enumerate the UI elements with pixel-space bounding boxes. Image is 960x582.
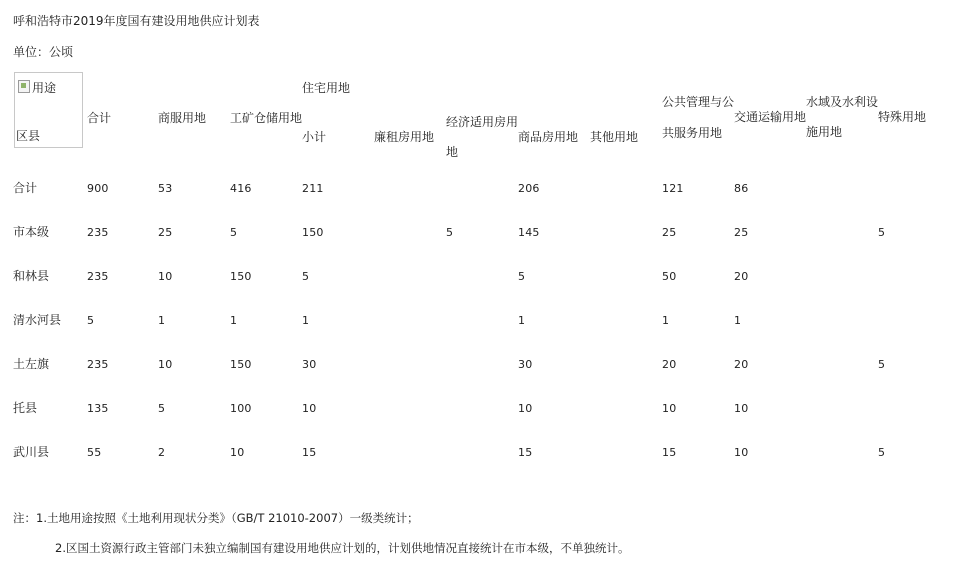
cell-special: 5 [878, 226, 886, 239]
cell-special: 5 [878, 358, 886, 371]
cell-commercial-housing: 206 [518, 182, 540, 195]
cell-residential-subtotal: 30 [302, 358, 317, 371]
cell-commercial: 10 [158, 270, 173, 283]
cell-commercial: 10 [158, 358, 173, 371]
header-residential: 住宅用地 [302, 81, 351, 95]
cell-commercial-housing: 145 [518, 226, 540, 239]
row-region: 合计 [13, 181, 38, 195]
header-industrial: 工矿仓储用地 [230, 111, 303, 125]
cell-commercial-housing: 30 [518, 358, 533, 371]
header-public-line1: 公共管理与公 [662, 95, 735, 109]
footnote-1: 注：1.土地用途按照《土地利用现状分类》（GB/T 21010-2007）一级类统计； [13, 511, 419, 525]
cell-industrial: 100 [230, 402, 252, 415]
cell-residential-subtotal: 5 [302, 270, 310, 283]
header-residential-subtotal: 小计 [302, 130, 327, 144]
cell-residential-subtotal: 211 [302, 182, 324, 195]
cell-residential-subtotal: 150 [302, 226, 324, 239]
cell-affordable: 5 [446, 226, 454, 239]
cell-public: 1 [662, 314, 670, 327]
cell-industrial: 150 [230, 358, 252, 371]
page-title: 呼和浩特市2019年度国有建设用地供应计划表 [13, 14, 260, 28]
cell-public: 121 [662, 182, 684, 195]
row-region: 托县 [13, 401, 38, 415]
cell-transport: 20 [734, 270, 749, 283]
cell-residential-subtotal: 1 [302, 314, 310, 327]
cell-commercial: 25 [158, 226, 173, 239]
cell-residential-subtotal: 15 [302, 446, 317, 459]
cell-transport: 10 [734, 402, 749, 415]
cell-total: 235 [87, 226, 109, 239]
header-affordable-line2: 地 [446, 145, 459, 159]
cell-transport: 86 [734, 182, 749, 195]
cell-transport: 10 [734, 446, 749, 459]
cell-transport: 25 [734, 226, 749, 239]
cell-industrial: 1 [230, 314, 238, 327]
header-total: 合计 [87, 111, 112, 125]
cell-commercial-housing: 5 [518, 270, 526, 283]
cell-transport: 1 [734, 314, 742, 327]
cell-commercial: 5 [158, 402, 166, 415]
header-region: 区县 [16, 129, 41, 143]
cell-industrial: 150 [230, 270, 252, 283]
row-region: 土左旗 [13, 357, 50, 371]
cell-special: 5 [878, 446, 886, 459]
footnote-2: 2.区国土资源行政主管部门未独立编制国有建设用地供应计划的，计划供地情况直接统计在市本级，不单独统计。 [55, 541, 630, 555]
header-diagonal-image [14, 72, 83, 148]
header-other: 其他用地 [590, 130, 639, 144]
header-special: 特殊用地 [878, 110, 927, 124]
cell-industrial: 416 [230, 182, 252, 195]
header-commercial-housing: 商品房用地 [518, 130, 579, 144]
header-commercial: 商服用地 [158, 111, 207, 125]
cell-total: 5 [87, 314, 95, 327]
cell-commercial: 2 [158, 446, 166, 459]
cell-commercial-housing: 1 [518, 314, 526, 327]
cell-commercial-housing: 10 [518, 402, 533, 415]
cell-residential-subtotal: 10 [302, 402, 317, 415]
cell-total: 235 [87, 358, 109, 371]
cell-commercial: 1 [158, 314, 166, 327]
broken-image-icon [18, 80, 30, 93]
cell-industrial: 5 [230, 226, 238, 239]
cell-commercial: 53 [158, 182, 173, 195]
row-region: 市本级 [13, 225, 50, 239]
cell-total: 135 [87, 402, 109, 415]
header-water-line2: 施用地 [806, 125, 843, 139]
cell-total: 900 [87, 182, 109, 195]
row-region: 武川县 [13, 445, 50, 459]
cell-public: 15 [662, 446, 677, 459]
row-region: 清水河县 [13, 313, 62, 327]
cell-commercial-housing: 15 [518, 446, 533, 459]
cell-public: 20 [662, 358, 677, 371]
header-image-alt: 用途 [32, 81, 57, 95]
cell-public: 50 [662, 270, 677, 283]
cell-total: 235 [87, 270, 109, 283]
cell-transport: 20 [734, 358, 749, 371]
row-region: 和林县 [13, 269, 50, 283]
header-public-line2: 共服务用地 [662, 126, 723, 140]
header-transport: 交通运输用地 [734, 110, 807, 124]
header-low-rent: 廉租房用地 [374, 130, 435, 144]
cell-industrial: 10 [230, 446, 245, 459]
cell-public: 10 [662, 402, 677, 415]
header-affordable-line1: 经济适用房用 [446, 115, 519, 129]
header-water-line1: 水域及水利设 [806, 95, 879, 109]
unit-label: 单位：公顷 [13, 45, 74, 59]
cell-public: 25 [662, 226, 677, 239]
cell-total: 55 [87, 446, 102, 459]
